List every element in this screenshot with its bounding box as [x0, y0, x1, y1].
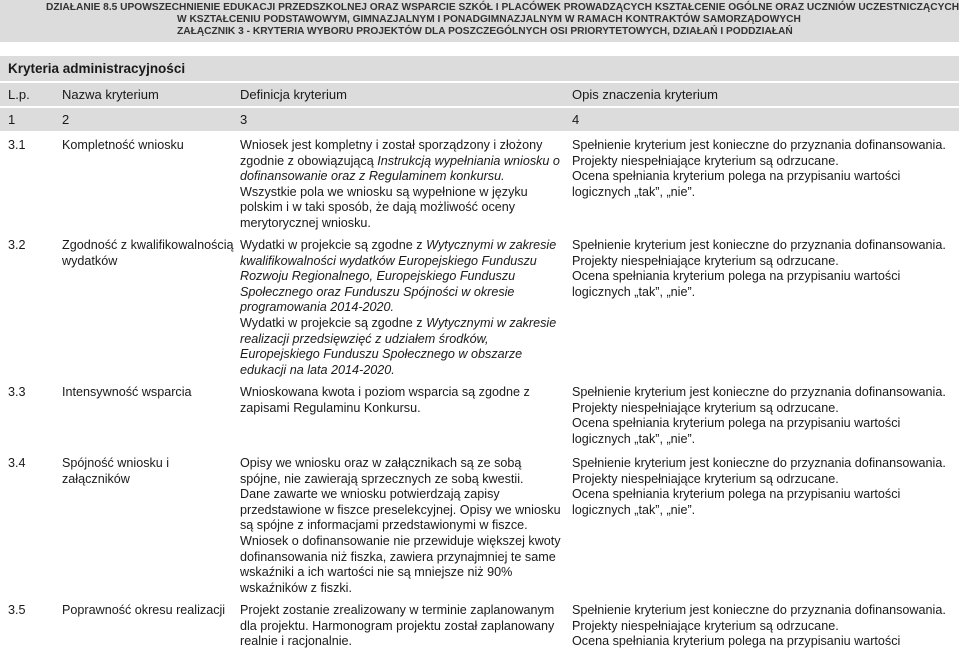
col-header-definition: Definicja kryterium: [240, 87, 347, 102]
row-lp: 3.4: [8, 456, 26, 470]
col-header-name: Nazwa kryterium: [62, 87, 159, 102]
row-definition: [240, 603, 565, 650]
opis-line: Projekty niespełniające kryterium są odrzucane.: [572, 253, 839, 268]
column-number-row: [0, 108, 959, 131]
def-text: Wniosek o dofinansowanie nie przewiduje większej kwoty dofinansowania niż fiszka, zawiera przynajmniej te same wskaźniki a ich wartości nie są mniejsze niż 90% wskaźników z fiszki.: [240, 533, 561, 595]
header-line-2: W KSZTAŁCENIU PODSTAWOWYM, GIMNAZJALNYM I PONADGIMNAZJALNYM W RAMACH KONTRAKTÓW SAMORZĄDOWYCH: [177, 14, 801, 25]
def-text: Projekt zostanie zrealizowany w terminie zaplanowanym dla projektu. Harmonogram projektu został zaplanowany realnie i racjonalnie.: [240, 603, 555, 649]
row-name: Zgodność z kwalifikowalnością wydatków: [62, 238, 234, 268]
section-title-text: Kryteria administracyjności: [8, 61, 186, 76]
row-description: [572, 238, 957, 300]
opis-line: Ocena spełniania kryterium polega na przypisaniu wartości logicznych „tak”, „nie”.: [572, 487, 901, 517]
opis-line: Spełnienie kryterium jest konieczne do przyznania dofinansowania.: [572, 603, 946, 617]
col-number-4: 4: [572, 112, 580, 127]
document-header: [0, 0, 959, 42]
row-definition: [240, 385, 565, 416]
row-lp: 3.1: [8, 138, 26, 152]
def-text: Wniosek jest kompletny i został sporządzony i złożony zgodnie z obowiązującą: [240, 138, 543, 168]
row-definition: [240, 456, 565, 596]
def-text: Wydatki w projekcie są zgodne z: [240, 238, 427, 252]
opis-line: Projekty niespełniające kryterium są odrzucane.: [572, 618, 839, 633]
def-text: Wydatki w projekcie są zgodne z: [240, 315, 427, 330]
opis-line: Spełnienie kryterium jest konieczne do przyznania dofinansowania.: [572, 238, 946, 252]
row-description: [572, 603, 957, 650]
def-text: Dane zawarte we wniosku potwierdzają zapisy przedstawione w fiszce preselekcyjnej. Opisy we wniosku są spójne z informacjami przedstawionymi w fiszce.: [240, 487, 561, 533]
row-name: Poprawność okresu realizacji: [62, 603, 226, 617]
row-description: [572, 385, 957, 447]
row-description: [572, 456, 957, 518]
row-description: [572, 138, 957, 200]
opis-line: Projekty niespełniające kryterium są odrzucane.: [572, 471, 839, 486]
row-definition: [240, 238, 565, 378]
opis-line: Ocena spełniania kryterium polega na przypisaniu wartości: [572, 634, 901, 649]
header-line-1: DZIAŁANIE 8.5 UPOWSZECHNIENIE EDUKACJI PRZEDSZKOLNEJ ORAZ WSPARCIE SZKÓŁ I PLACÓWEK PROWADZĄCYCH KSZTAŁCENIE OGÓLNE ORAZ UCZNIÓW UCZESTNICZĄCYCH: [46, 2, 959, 13]
opis-line: Ocena spełniania kryterium polega na przypisaniu wartości logicznych „tak”, „nie”.: [572, 269, 901, 299]
col-number-3: 3: [240, 112, 248, 127]
def-text: Opisy we wniosku oraz w załącznikach są ze sobą spójne, nie zawierają sprzecznych ze sobą kwestii.: [240, 456, 524, 486]
row-name: Kompletność wniosku: [62, 138, 184, 152]
def-italic: Instrukcją wypełniania wniosku o dofinansowanie oraz z Regulaminem konkursu.: [240, 153, 560, 184]
opis-line: Spełnienie kryterium jest konieczne do przyznania dofinansowania.: [572, 456, 946, 470]
def-text: Wnioskowana kwota i poziom wsparcia są zgodne z zapisami Regulaminu Konkursu.: [240, 385, 530, 415]
row-lp: 3.2: [8, 238, 26, 252]
col-header-lp: L.p.: [8, 87, 30, 102]
section-title: [0, 56, 959, 81]
opis-line: Projekty niespełniające kryterium są odrzucane.: [572, 400, 839, 415]
table-header-row: [0, 83, 959, 106]
row-name: Intensywność wsparcia: [62, 385, 192, 399]
opis-line: Projekty niespełniające kryterium są odrzucane.: [572, 153, 839, 168]
col-number-2: 2: [62, 112, 70, 127]
row-name: Spójność wniosku i załączników: [62, 456, 170, 486]
opis-line: Ocena spełniania kryterium polega na przypisaniu wartości logicznych „tak”, „nie”.: [572, 416, 901, 446]
def-italic: Wytycznymi w zakresie realizacji przedsięwzięć z udziałem środków, Europejskiego Funduszu Społecznego w obszarze edukacji na lata 2014-2020.: [240, 315, 557, 377]
opis-line: Spełnienie kryterium jest konieczne do przyznania dofinansowania.: [572, 138, 946, 152]
opis-line: Spełnienie kryterium jest konieczne do przyznania dofinansowania.: [572, 385, 946, 399]
col-number-1: 1: [8, 112, 16, 127]
col-header-description: Opis znaczenia kryterium: [572, 87, 718, 102]
header-line-3: ZAŁĄCZNIK 3 - KRYTERIA WYBORU PROJEKTÓW DLA POSZCZEGÓLNYCH OSI PRIORYTETOWYCH, DZIAŁAŃ I PODDZIAŁAŃ: [177, 26, 793, 37]
row-lp: 3.3: [8, 385, 26, 399]
def-italic: Wytycznymi w zakresie kwalifikowalności wydatków Europejskiego Funduszu Rozwoju Regionalnego, Europejskiego Funduszu Społecznego oraz Funduszu Spójności w okresie programowania 2014-2020.: [240, 238, 557, 315]
row-lp: 3.5: [8, 603, 26, 617]
row-definition: [240, 138, 565, 232]
opis-line: Ocena spełniania kryterium polega na przypisaniu wartości logicznych „tak”, „nie”.: [572, 169, 901, 199]
def-text: Wszystkie pola we wniosku są wypełnione w języku polskim i w taki sposób, że dają możliwość oceny merytorycznej wniosku.: [240, 184, 528, 230]
